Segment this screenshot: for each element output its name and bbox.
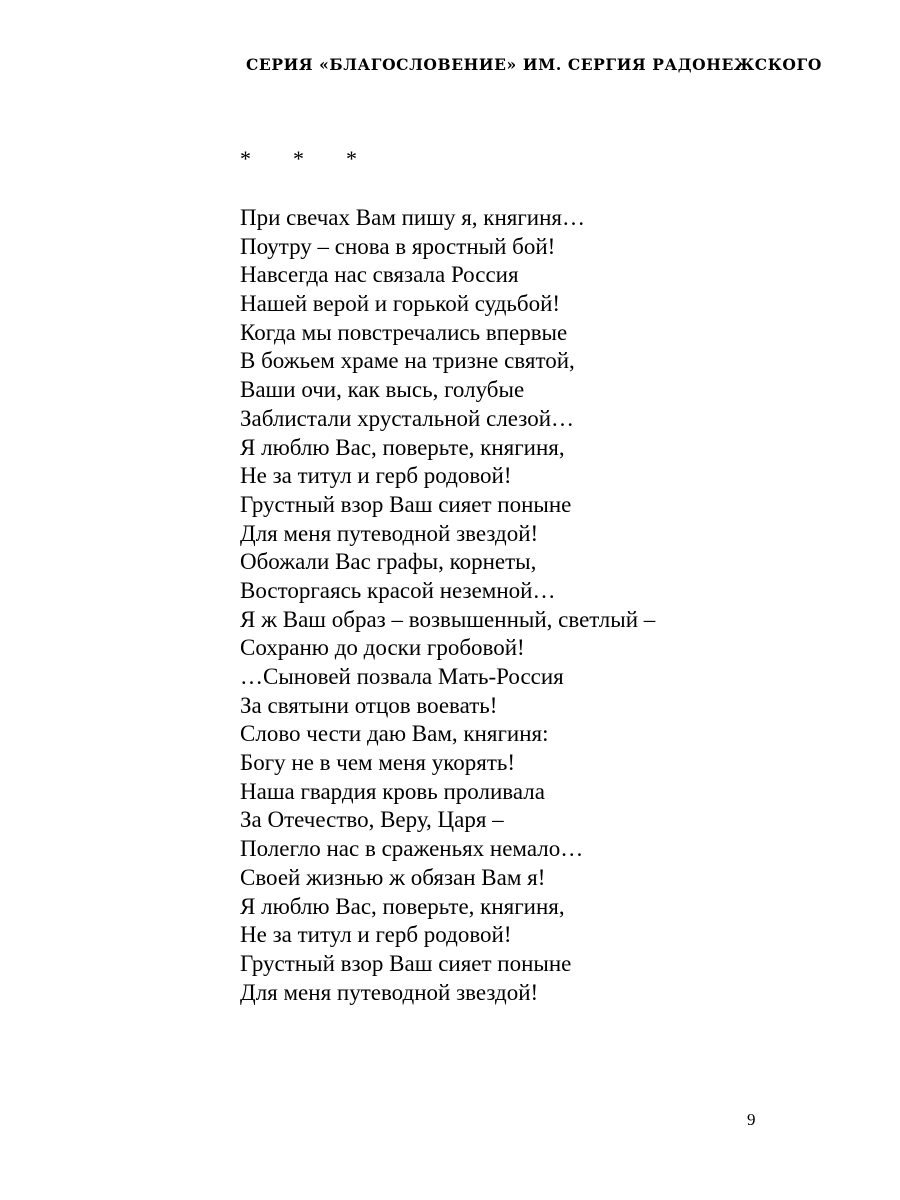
running-header: СЕРИЯ «БЛАГОСЛОВЕНИЕ» ИМ. СЕРГИЯ РАДОНЕЖСКОГО	[246, 55, 822, 74]
poem-line: Поутру – снова в яростный бой!	[240, 233, 556, 259]
poem-line: При свечах Вам пишу я, княгиня…	[240, 205, 585, 230]
poem-line: Навсегда нас связала Россия	[240, 262, 519, 288]
poem-line: Заблистали хрустальной слезой…	[240, 405, 575, 431]
poem-line: Для меня путеводной звездой!	[240, 520, 539, 546]
asterisk: *	[346, 146, 357, 171]
poem-line: Сохраню до доски гробовой!	[240, 635, 525, 661]
poem-line: Грустный взор Ваш сияет поныне	[240, 491, 572, 517]
poem-line: Я ж Ваш образ – возвышенный, светлый –	[240, 606, 656, 632]
stanza-separator	[240, 146, 399, 172]
poem-line: Своей жизнью ж обязан Вам я!	[240, 864, 546, 890]
page-number: 9	[747, 1110, 756, 1129]
poem-line: Обожали Вас графы, корнеты,	[240, 549, 537, 575]
poem-line: Грустный взор Ваш сияет поныне	[240, 950, 572, 976]
poem-line: Ваши очи, как высь, голубые	[240, 377, 525, 403]
poem-line: Наша гвардия кровь проливала	[240, 778, 545, 804]
poem-line: Когда мы повстречались впервые	[240, 319, 568, 345]
poem-line: …Сыновей позвала Мать-Россия	[240, 664, 564, 689]
poem-text	[240, 204, 655, 1007]
poem-line: Я люблю Вас, поверьте, княгиня,	[240, 893, 565, 919]
poem-line: Я люблю Вас, поверьте, княгиня,	[240, 434, 565, 460]
poem-line: За святыни отцов воевать!	[240, 692, 498, 718]
poem-line: В божьем храме на тризне святой,	[240, 348, 575, 374]
asterisk: *	[240, 146, 251, 171]
poem-line: Для меня путеводной звездой!	[240, 979, 539, 1005]
poem-line: Нашей верой и горькой судьбой!	[240, 291, 561, 317]
poem-line: Богу не в чем меня укорять!	[240, 750, 516, 776]
poem-line: За Отечество, Веру, Царя –	[240, 807, 504, 833]
poem-line: Восторгаясь красой неземной…	[240, 577, 556, 603]
poem-line: Слово чести даю Вам, княгиня:	[240, 721, 549, 747]
poem-line: Не за титул и герб родовой!	[240, 922, 512, 948]
poem-line: Не за титул и герб родовой!	[240, 463, 512, 489]
poem-line: Полегло нас в сраженьях немало…	[240, 836, 584, 862]
asterisk: *	[293, 146, 304, 171]
